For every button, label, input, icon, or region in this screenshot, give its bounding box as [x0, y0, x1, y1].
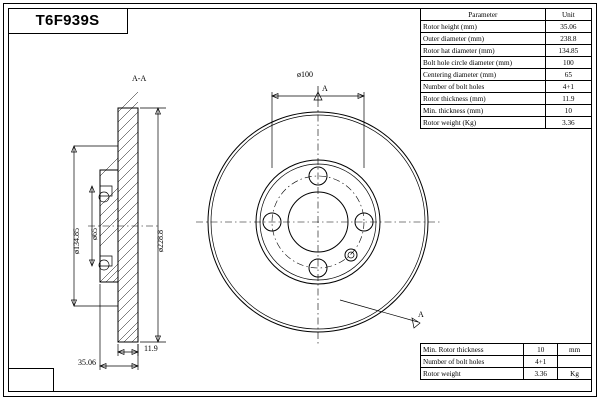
table-row [421, 368, 592, 380]
spec-header-parameter: Parameter [421, 9, 546, 21]
front-arrow-label-bottom: A [418, 310, 424, 319]
dim-rotor-height: 35.06 [78, 358, 96, 367]
spec-param: Centering diameter (mm) [421, 69, 546, 81]
summary-table [420, 343, 592, 380]
table-row [421, 33, 592, 45]
table-row [421, 344, 592, 356]
dim-outer-diameter: ø228.8 [156, 230, 165, 252]
spec-param: Outer diameter (mm) [421, 33, 546, 45]
table-row [421, 105, 592, 117]
table-row [421, 21, 592, 33]
spec-param: Rotor hat diameter (mm) [421, 45, 546, 57]
dim-centering-diameter: ø65 [90, 228, 99, 240]
section-view [72, 92, 167, 370]
spec-header-unit: Unit [545, 9, 591, 21]
dim-rotor-thickness: 11.9 [144, 344, 158, 353]
spec-value: 100 [545, 57, 591, 69]
front-view [196, 86, 440, 344]
summary-label: Rotor weight [421, 368, 524, 380]
spec-param: Rotor weight (Kg) [421, 117, 546, 129]
summary-label: Min. Rotor thickness [421, 344, 524, 356]
spec-value: 35.06 [545, 21, 591, 33]
spec-table [420, 8, 592, 129]
table-row [421, 81, 592, 93]
summary-unit: mm [558, 344, 592, 356]
spec-param: Bolt hole circle diameter (mm) [421, 57, 546, 69]
table-row [421, 117, 592, 129]
spec-table-header-row [421, 9, 592, 21]
summary-value: 4+1 [524, 356, 558, 368]
spec-param: Rotor height (mm) [421, 21, 546, 33]
section-label-a-a: A-A [132, 74, 147, 83]
spec-value: 238.8 [545, 33, 591, 45]
spec-value: 65 [545, 69, 591, 81]
spec-value: 11.9 [545, 93, 591, 105]
dim-hat-diameter: ø134.85 [72, 228, 81, 254]
table-row [421, 356, 592, 368]
summary-value: 10 [524, 344, 558, 356]
spec-value: 10 [545, 105, 591, 117]
dim-bolt-circle: ø100 [297, 70, 313, 79]
table-row [421, 93, 592, 105]
spec-param: Min. thickness (mm) [421, 105, 546, 117]
spec-value: 134.85 [545, 45, 591, 57]
front-arrow-label-top: A [322, 84, 328, 93]
summary-label: Number of bolt holes [421, 356, 524, 368]
page-title: T6F939S [35, 12, 100, 29]
spec-param: Rotor thickness (mm) [421, 93, 546, 105]
table-row [421, 57, 592, 69]
spec-value: 4+1 [545, 81, 591, 93]
summary-value: 3.36 [524, 368, 558, 380]
table-row [421, 45, 592, 57]
spec-value: 3.36 [545, 117, 591, 129]
summary-unit: Kg [558, 368, 592, 380]
spec-param: Number of bolt holes [421, 81, 546, 93]
summary-unit [558, 356, 592, 368]
table-row [421, 69, 592, 81]
